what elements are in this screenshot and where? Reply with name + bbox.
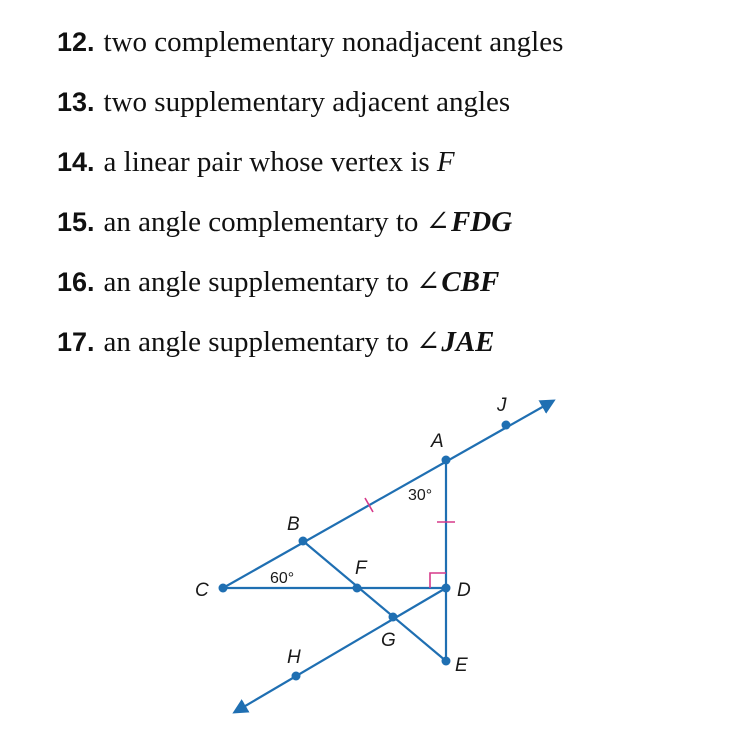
angle-name: JAE — [441, 326, 495, 358]
label-a: A — [431, 431, 444, 452]
angle-symbol: ∠ — [416, 326, 441, 358]
line-d-ray-h — [235, 588, 446, 712]
label-d: D — [457, 580, 471, 601]
point-j — [502, 421, 511, 430]
label-g: G — [381, 630, 396, 651]
problem-16 — [57, 268, 499, 297]
problem-number: 17. — [57, 327, 95, 357]
problem-text: two supplementary adjacent angles — [103, 86, 511, 118]
problem-number: 13. — [57, 87, 95, 117]
problem-13 — [57, 88, 510, 117]
point-f — [353, 584, 362, 593]
angle-symbol: ∠ — [416, 266, 441, 298]
label-b: B — [287, 514, 300, 535]
point-h — [292, 672, 301, 681]
problem-number: 15. — [57, 207, 95, 237]
point-d — [442, 584, 451, 593]
geometry-diagram — [0, 380, 750, 750]
problem-text: an angle supplementary to — [103, 326, 417, 358]
problem-number: 14. — [57, 147, 95, 177]
label-j: J — [497, 395, 507, 416]
label-h: H — [287, 647, 301, 668]
label-c: C — [195, 580, 209, 601]
problem-number: 16. — [57, 267, 95, 297]
problem-17 — [57, 328, 495, 357]
label-f: F — [355, 558, 367, 579]
point-c — [219, 584, 228, 593]
point-e — [442, 657, 451, 666]
angle-symbol: ∠ — [425, 206, 450, 238]
angle-reference — [416, 326, 495, 358]
point-b — [299, 537, 308, 546]
problem-text: a linear pair whose vertex is — [103, 146, 437, 178]
problem-text: an angle complementary to — [103, 206, 426, 238]
vertex-reference: F — [436, 146, 455, 178]
angle-label-b: 60° — [270, 570, 295, 587]
label-e: E — [455, 655, 468, 676]
angle-reference — [416, 266, 499, 298]
point-g — [389, 613, 398, 622]
line-ca-ray-j — [223, 401, 553, 588]
problem-number: 12. — [57, 27, 95, 57]
problem-text: two complementary nonadjacent angles — [103, 26, 564, 58]
problem-12 — [57, 28, 563, 57]
angle-name: CBF — [441, 266, 500, 298]
angle-label-a: 30° — [408, 487, 433, 504]
point-a — [442, 456, 451, 465]
angle-reference — [426, 206, 513, 238]
tick-mark-ab — [365, 498, 373, 512]
problem-14 — [57, 148, 455, 177]
problem-text: an angle supplementary to — [103, 266, 417, 298]
angle-name: FDG — [450, 206, 513, 238]
problem-15 — [57, 208, 512, 237]
